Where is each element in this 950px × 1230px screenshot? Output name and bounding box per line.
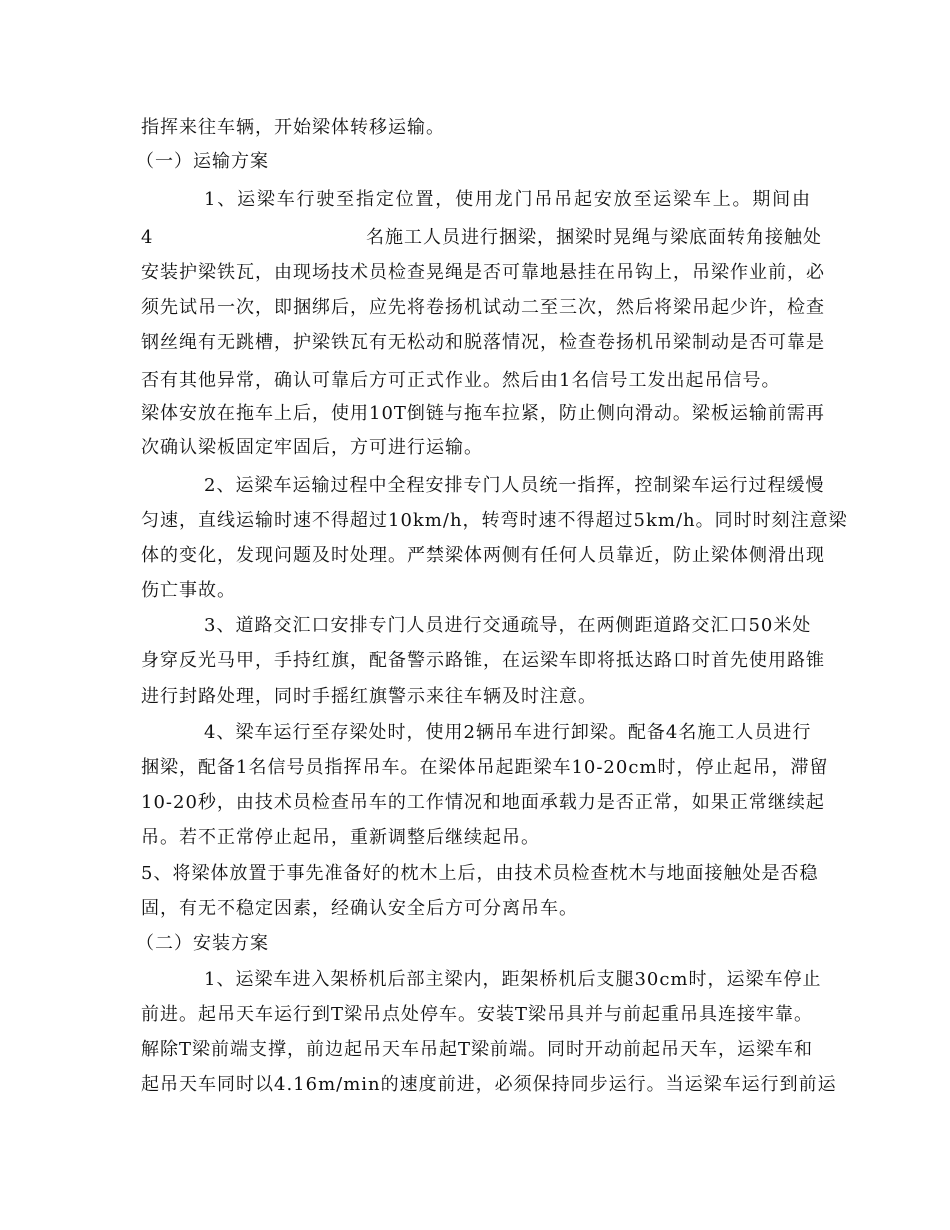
paragraph-line: 解除T梁前端支撑，前边起吊天车吊起T梁前端。同时开动前起吊天车，运梁车和: [141, 1039, 814, 1060]
paragraph-line: 身穿反光马甲，手持红旗，配备警示路锥，在运梁车即将抵达路口时首先使用路锥: [141, 650, 825, 671]
paragraph-line: 须先试吊一次，即捆绑后，应先将卷扬机试动二至三次，然后将梁吊起少许，检查: [141, 297, 825, 318]
paragraph-line: 2、运梁车运输过程中全程安排专门人员统一指挥，控制梁车运行过程缓慢: [204, 475, 825, 496]
paragraph-line: 5、将梁体放置于事先准备好的枕木上后，由技术员检查枕木与地面接触处是否稳: [141, 863, 819, 884]
paragraph-line: 1、运梁车进入架桥机后部主梁内，距架桥机后支腿30cm时，运梁车停止: [204, 969, 822, 990]
paragraph-line: 安装护梁铁瓦，由现场技术员检查晃绳是否可靠地悬挂在吊钩上，吊梁作业前，必: [141, 262, 825, 283]
paragraph-line: 4、梁车运行至存梁处时，使用2辆吊车进行卸梁。配备4名施工人员进行: [204, 722, 812, 743]
paragraph-line: 否有其他异常，确认可靠后方可正式作业。然后由1名信号工发出起吊信号。: [141, 370, 781, 391]
paragraph-line: 进行封路处理，同时手摇红旗警示来往车辆及时注意。: [141, 686, 597, 707]
paragraph-line: 前进。起吊天车运行到T梁吊点处停车。安装T梁吊具并与前起重吊具连接牢靠。: [141, 1004, 814, 1025]
paragraph-line: 3、道路交汇口安排专门人员进行交通疏导，在两侧距道路交汇口50米处: [204, 615, 812, 636]
paragraph-line: 10-20秒，由技术员检查吊车的工作情况和地面承载力是否正常，如果正常继续起: [141, 792, 825, 813]
paragraph-line: 起吊天车同时以4.16m/min的速度前进，必须保持同步运行。当运梁车运行到前运: [141, 1074, 837, 1095]
paragraph-line: 名施工人员进行捆梁，捆梁时晃绳与梁底面转角接触处: [366, 227, 822, 248]
paragraph-line: 1、运梁车行驶至指定位置，使用龙门吊吊起安放至运梁车上。期间由: [204, 189, 811, 210]
section-heading: （二）安装方案: [136, 933, 269, 954]
paragraph-line: 捆梁，配备1名信号员指挥吊车。在梁体吊起距梁车10-20cm时，停止起吊，滞留: [141, 757, 829, 778]
paragraph-line: 次确认梁板固定牢固后，方可进行运输。: [141, 437, 483, 458]
paragraph-line: 伤亡事故。: [141, 580, 236, 601]
text-line: 指挥来往车辆，开始梁体转移运输。: [141, 117, 445, 138]
paragraph-line: 吊。若不正常停止起吊，重新调整后继续起吊。: [141, 827, 540, 848]
paragraph-line: 梁体安放在拖车上后，使用10T倒链与拖车拉紧，防止侧向滑动。梁板运输前需再: [141, 403, 825, 424]
paragraph-line: 4: [141, 227, 154, 248]
paragraph-line: 钢丝绳有无跳槽，护梁铁瓦有无松动和脱落情况，检查卷扬机吊梁制动是否可靠是: [141, 332, 825, 353]
paragraph-line: 体的变化，发现问题及时处理。严禁梁体两侧有任何人员靠近，防止梁体侧滑出现: [141, 545, 825, 566]
paragraph-line: 固，有无不稳定因素，经确认安全后方可分离吊车。: [141, 898, 578, 919]
section-heading: （一）运输方案: [136, 151, 269, 172]
paragraph-line: 匀速，直线运输时速不得超过10km/h，转弯时速不得超过5km/h。同时时刻注意梁: [141, 510, 848, 531]
